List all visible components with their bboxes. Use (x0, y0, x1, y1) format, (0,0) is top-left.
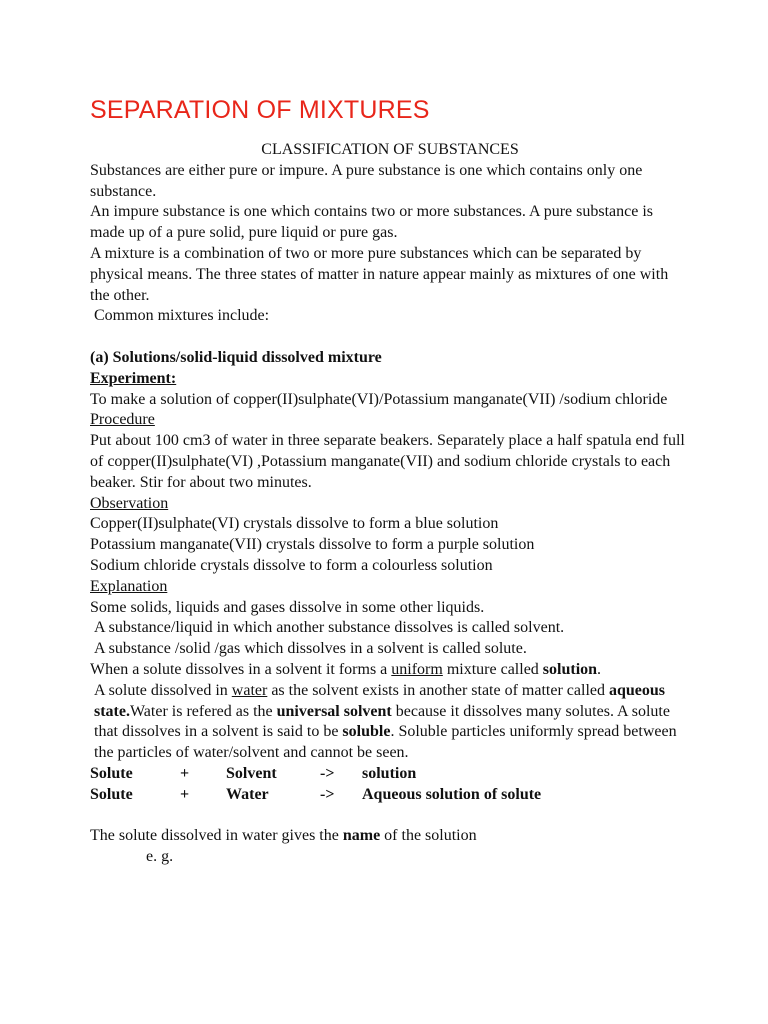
aqueous-state-term: aqueous state. (94, 681, 666, 720)
equation-product: solution (362, 764, 417, 782)
equation-solvent: Solvent (226, 764, 277, 782)
aqueous-text: Water is refered as the (129, 702, 277, 720)
observation-item: Potassium manganate(VII) crystals dissolve to form a purple solution (90, 536, 535, 554)
intro-paragraph: A mixture is a combination of two or more pure substances which can be separated by physical means. The three states of matter in nature appear mainly as mixtures of one with the other. (90, 244, 669, 304)
name-sentence (90, 826, 690, 847)
name-text: The solute dissolved in water gives the (90, 827, 343, 845)
intro-paragraph: An impure substance is one which contains two or more substances. A pure substance is made up of a pure solid, pure liquid or pure gas. (90, 203, 653, 242)
equation-plus: + (180, 764, 190, 782)
observation-item: Copper(II)sulphate(VI) crystals dissolve to form a blue solution (90, 515, 499, 533)
equation-solute: Solute (90, 785, 133, 803)
observation-label: Observation (90, 494, 169, 512)
equation-arrow: -> (320, 764, 335, 782)
explanation-line: A substance/liquid in which another substance dissolves is called solvent. (94, 619, 565, 637)
explanation-label: Explanation (90, 577, 168, 595)
example-label: e. g. (146, 848, 174, 866)
observation-item: Sodium chloride crystals dissolve to form a colourless solution (90, 556, 493, 574)
water-term: water (231, 681, 268, 699)
aqueous-paragraph (90, 681, 690, 764)
word-equation (90, 764, 690, 785)
equation-water: Water (226, 785, 269, 803)
section-a-title: Solutions/solid-liquid dissolved mixture (112, 348, 382, 366)
section-subtitle: CLASSIFICATION OF SUBSTANCES (261, 141, 519, 158)
equation-plus: + (180, 785, 190, 803)
document-body (90, 140, 690, 868)
intro-paragraph: Substances are either pure or impure. A pure substance is one which contains only one substance. (90, 161, 643, 200)
intro-paragraph: Common mixtures include: (94, 307, 270, 325)
universal-solvent-term: universal solvent (276, 702, 392, 720)
equation-product: Aqueous solution of solute (362, 785, 542, 803)
solution-text: When a solute dissolves in a solvent it forms a (90, 660, 392, 678)
aqueous-text: as the solvent exists in another state of matter called (267, 681, 609, 699)
name-text: of the solution (380, 827, 477, 845)
solution-definition (90, 660, 690, 681)
solution-term: solution (542, 660, 598, 678)
solution-text: mixture called (442, 660, 543, 678)
experiment-text: To make a solution of copper(II)sulphate(VI)/Potassium manganate(VII) /sodium chloride (90, 390, 668, 408)
equation-arrow: -> (320, 785, 335, 803)
word-equation (90, 785, 690, 806)
page-title: SEPARATION OF MIXTURES (90, 96, 430, 124)
equation-solute: Solute (90, 764, 133, 782)
aqueous-text: . Soluble particles uniformly spread between the particles of water/solvent and cannot be seen. (94, 723, 677, 762)
procedure-label: Procedure (90, 411, 155, 429)
uniform-term: uniform (391, 660, 443, 678)
explanation-line: A substance /solid /gas which dissolves in a solvent is called solute. (94, 640, 527, 658)
soluble-term: soluble (342, 723, 391, 741)
aqueous-text: because it dissolves many solutes. A solute that dissolves in a solvent is said to be (94, 702, 670, 741)
aqueous-text: A solute dissolved in (94, 681, 232, 699)
solution-text: . (597, 660, 602, 678)
name-term: name (342, 827, 381, 845)
experiment-label: Experiment: (90, 369, 177, 387)
section-a-heading (90, 348, 690, 369)
section-a-label: (a) (90, 348, 109, 366)
procedure-text: Put about 100 cm3 of water in three separate beakers. Separately place a half spatula end full of copper(II)sulphate(VI) ,Potassium manganate(VII) and sodium chloride crystals to each beaker. Stir for about two minutes. (90, 432, 685, 491)
explanation-line: Some solids, liquids and gases dissolve in some other liquids. (90, 598, 485, 616)
